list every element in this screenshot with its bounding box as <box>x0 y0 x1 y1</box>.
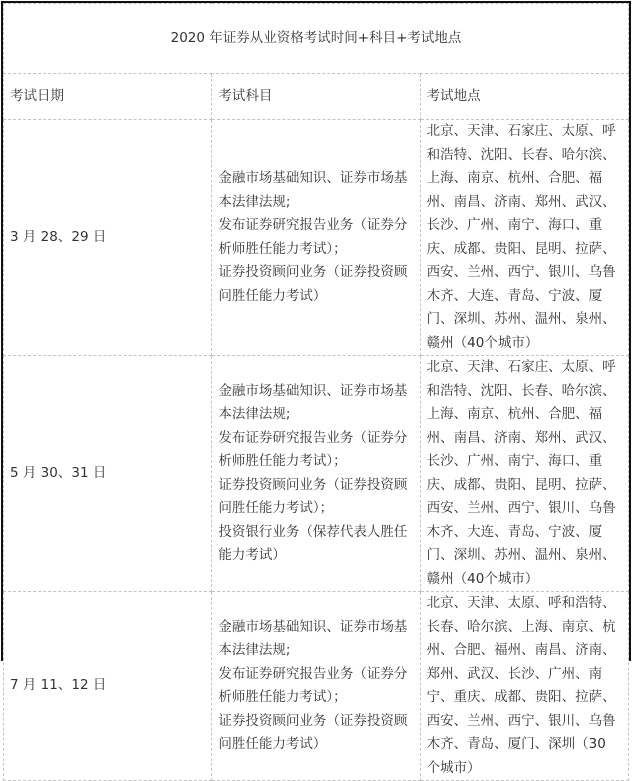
exam-location-cell: 北京、天津、石家庄、太原、呼和浩特、沈阳、长春、哈尔滨、上海、南京、杭州、合肥、福州、南昌、济南、郑州、武汉、长沙、广州、南宁、海口、重庆、成都、贵阳、昆明、拉萨、西安、兰州、西宁、银川、乌鲁木齐、大连、青岛、宁波、厦门、深圳、苏州、温州、泉州、赣州（40个城市） <box>420 356 628 592</box>
exam-date-cell: 7 月 11、12 日 <box>4 592 212 781</box>
exam-date-cell: 5 月 30、31 日 <box>4 356 212 592</box>
table-title: 2020 年证券从业资格考试时间+科目+考试地点 <box>4 4 629 74</box>
table-row <box>4 356 629 592</box>
subject-item: 证券投资顾问业务（证券投资顾问胜任能力考试） <box>218 712 408 752</box>
table-row <box>4 592 629 781</box>
subject-item: 投资银行业务（保荐代表人胜任能力考试） <box>218 523 408 563</box>
exam-location-cell: 北京、天津、石家庄、太原、呼和浩特、沈阳、长春、哈尔滨、上海、南京、杭州、合肥、福州、南昌、济南、郑州、武汉、长沙、广州、南宁、海口、重庆、成都、贵阳、昆明、拉萨、西安、兰州、西宁、银川、乌鲁木齐、大连、青岛、宁波、厦门、深圳、苏州、温州、泉州、赣州（40个城市） <box>420 120 628 356</box>
header-exam-location: 考试地点 <box>420 74 628 120</box>
subject-item: 发布证券研究报告业务（证券分析师胜任能力考试）； <box>218 217 408 257</box>
table-title-row <box>4 4 629 74</box>
exam-schedule-table <box>3 3 629 781</box>
subject-item: 发布证券研究报告业务（证券分析师胜任能力考试）； <box>218 665 408 705</box>
subject-item: 金融市场基础知识、证券市场基本法律法规; <box>218 382 408 422</box>
table-row <box>4 120 629 356</box>
exam-subject-cell <box>212 592 420 781</box>
exam-subject-cell <box>212 120 420 356</box>
subject-item: 发布证券研究报告业务（证券分析师胜任能力考试）； <box>218 429 408 469</box>
subject-item: 证券投资顾问业务（证券投资顾问胜任能力考试）； <box>218 476 408 516</box>
header-exam-date: 考试日期 <box>4 74 212 120</box>
header-exam-subject: 考试科目 <box>212 74 420 120</box>
exam-location-cell: 北京、天津、太原、呼和浩特、长春、哈尔滨、上海、南京、杭州、合肥、福州、南昌、济南、郑州、武汉、长沙、广州、南宁、重庆、成都、贵阳、拉萨、西安、兰州、西宁、银川、乌鲁木齐、青岛、厦门、深圳（30 个城市） <box>420 592 628 781</box>
subject-item: 金融市场基础知识、证券市场基本法律法规; <box>218 170 408 210</box>
exam-date-cell: 3 月 28、29 日 <box>4 120 212 356</box>
subject-item: 金融市场基础知识、证券市场基本法律法规; <box>218 618 408 658</box>
exam-subject-cell <box>212 356 420 592</box>
table-header-row <box>4 74 629 120</box>
subject-item: 证券投资顾问业务（证券投资顾问胜任能力考试） <box>218 264 408 304</box>
